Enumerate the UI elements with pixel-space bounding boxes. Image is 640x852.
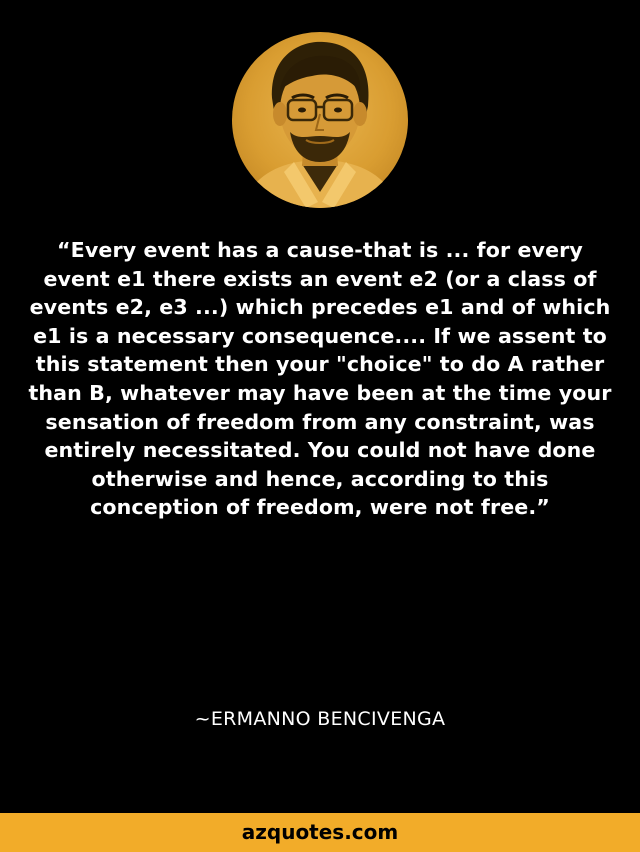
- quote-author: ~ERMANNO BENCIVENGA: [194, 708, 446, 730]
- site-link[interactable]: azquotes.com: [241, 820, 399, 844]
- footer-bar: [0, 813, 640, 852]
- quote-text: “Every event has a cause-that is ... for every event e1 there exists an event e2 (or a class of events e2, e3 ...) which precedes e1 and of which e1 is a necessary consequence.... If we assent to this statement then your "choice" to do A rather than B, whatever may have been at the time your sensation of freedom from any constraint, was entirely necessitated. You could not have done otherwise and hence, according to this conception of freedom, were not free.”: [28, 238, 612, 520]
- author-portrait: [232, 32, 408, 208]
